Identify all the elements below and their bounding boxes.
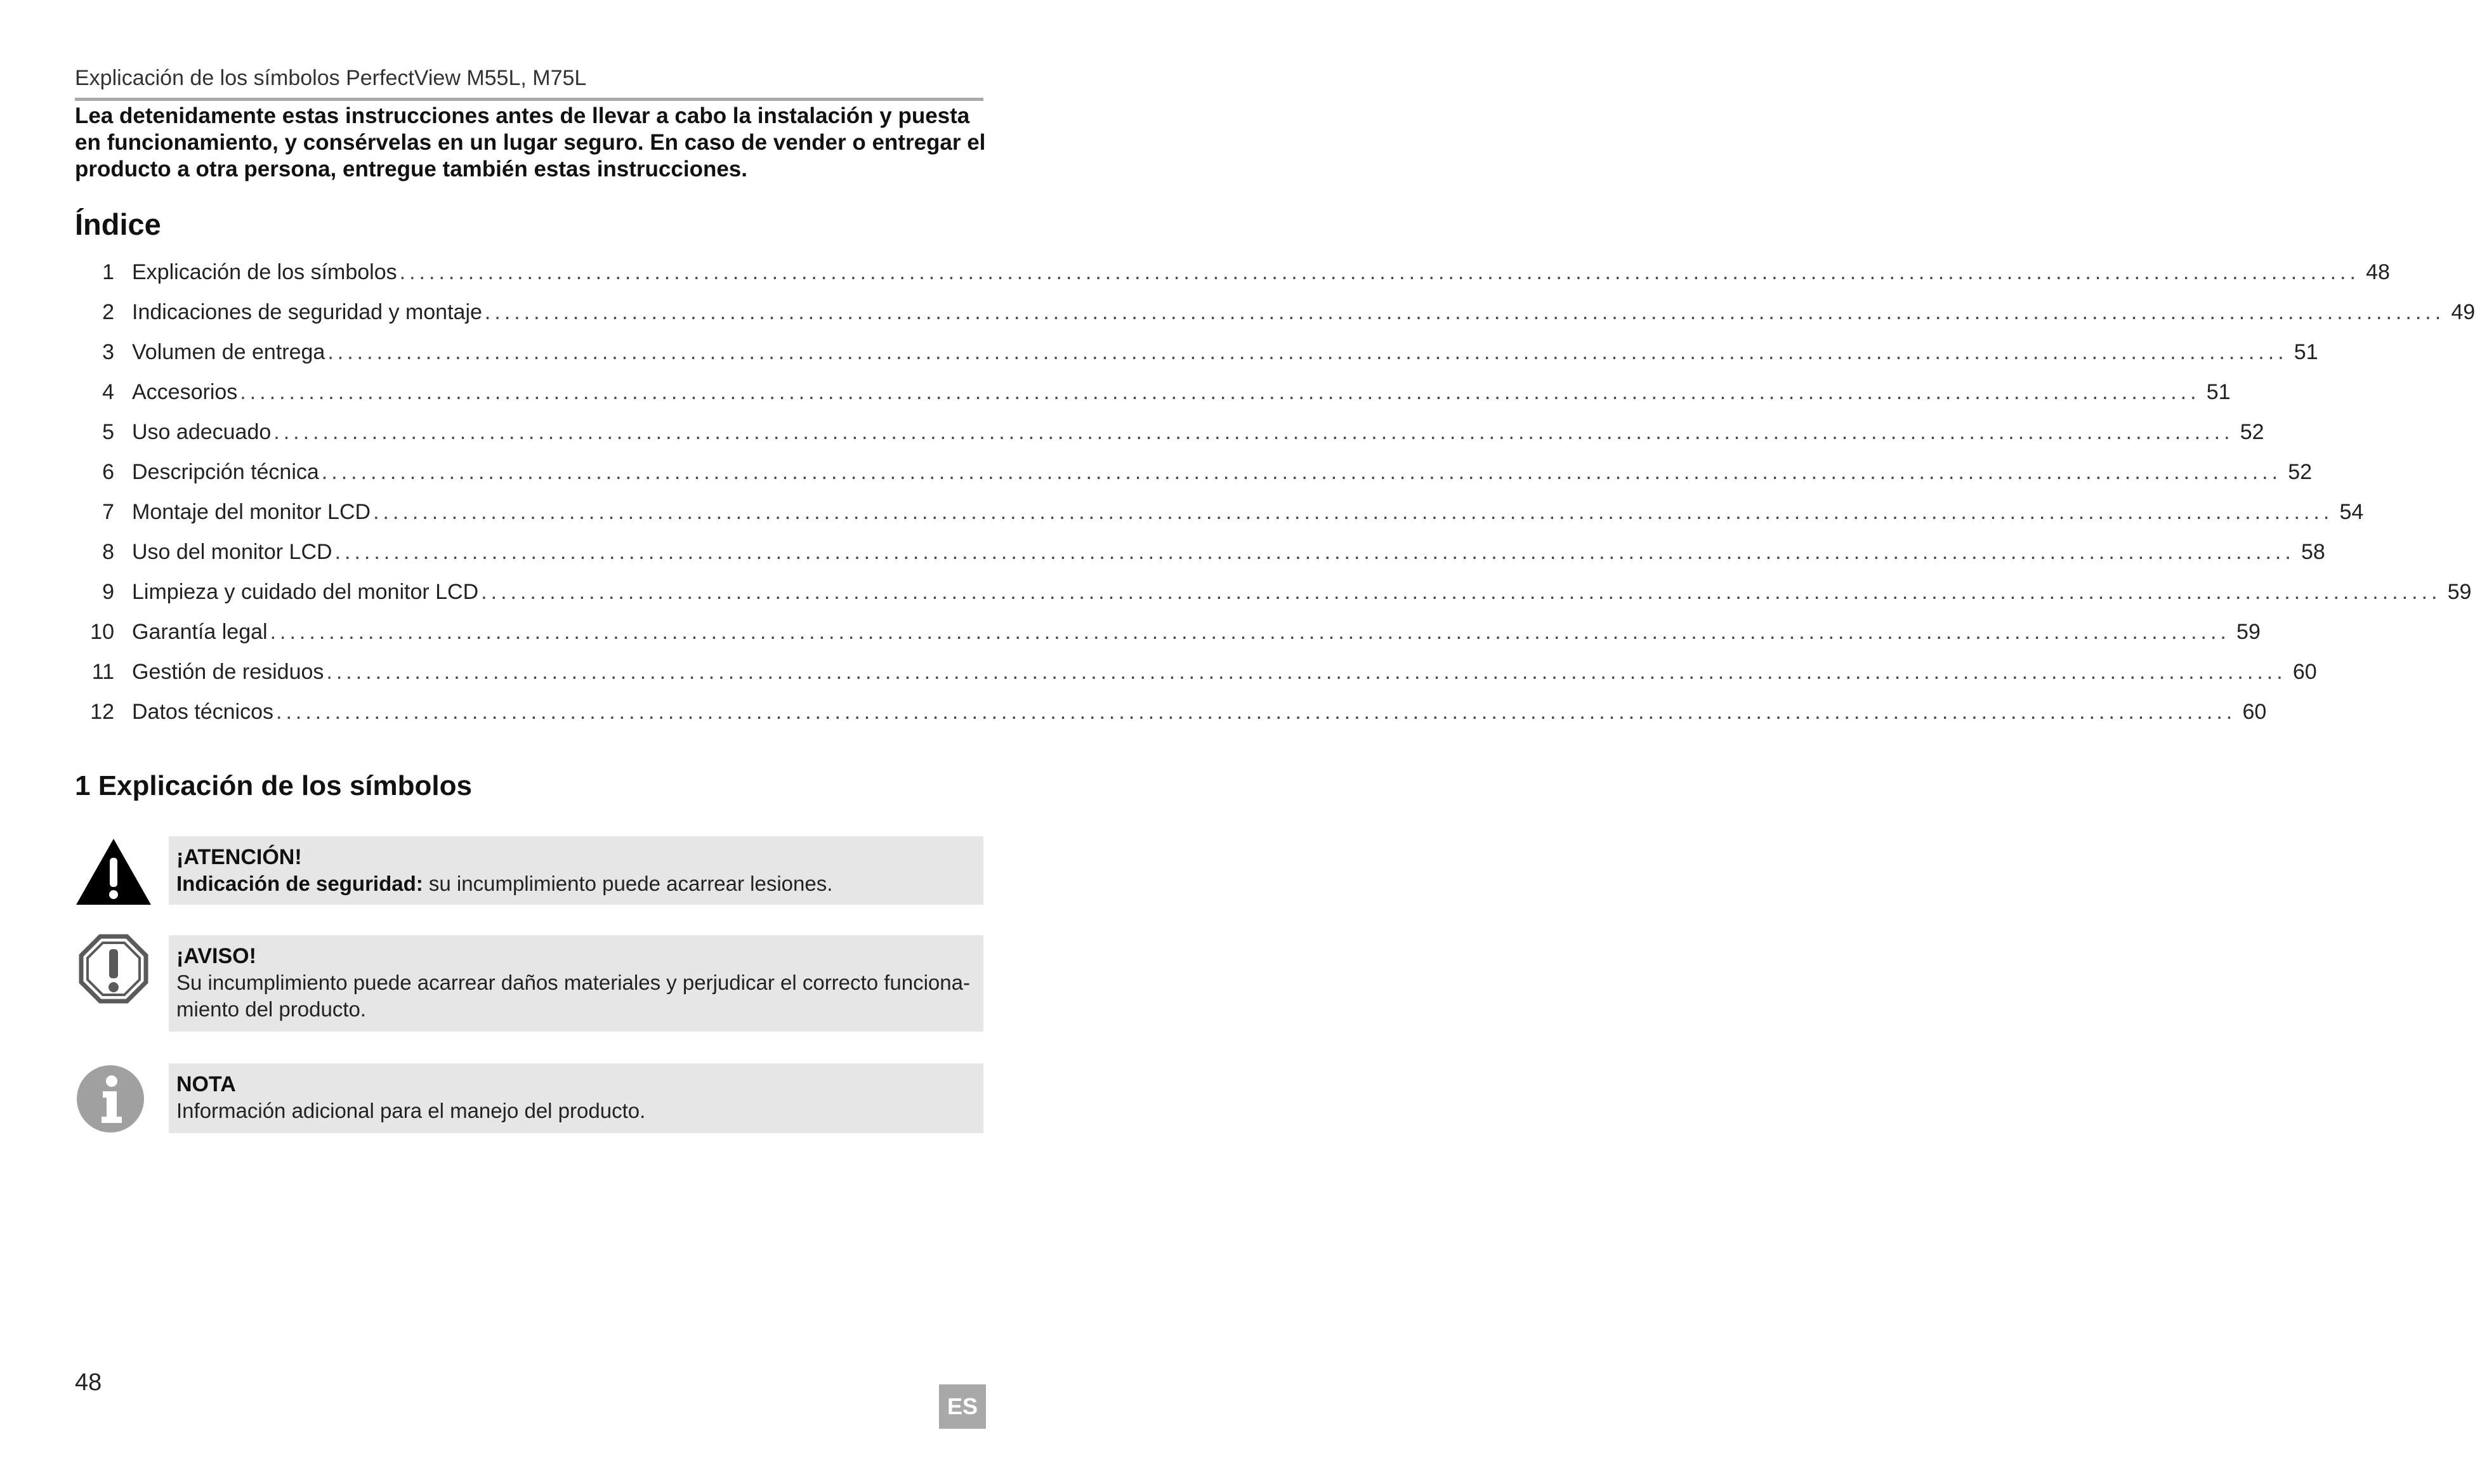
- toc-entry-title: Accesorios: [132, 380, 238, 404]
- toc-entry-number: 4: [102, 380, 114, 404]
- info-circle-icon: [75, 1063, 152, 1134]
- toc-entry[interactable]: [75, 532, 2325, 572]
- toc-entry[interactable]: [75, 612, 2261, 652]
- toc-entry-page: 60: [2292, 660, 2317, 684]
- toc-leader-dots: ........................................................................................................................................................................................................: [334, 540, 2295, 564]
- warning-triangle-icon: [75, 836, 152, 907]
- toc-leader-dots: ........................................................................................................................................................................................................: [327, 340, 2288, 364]
- attention-label: Indicación de seguridad:: [176, 872, 423, 895]
- nota-box: [169, 1063, 983, 1133]
- toc-leader-dots: ........................................................................................................................................................................................................: [373, 500, 2334, 524]
- toc-entry[interactable]: [75, 572, 2472, 612]
- toc-entry-page: 52: [2288, 460, 2313, 484]
- toc-entry-number: 12: [90, 700, 114, 724]
- nota-heading: NOTA: [176, 1072, 236, 1096]
- toc-entry[interactable]: [75, 412, 2264, 452]
- toc-entry[interactable]: [75, 253, 2390, 292]
- aviso-box: [169, 935, 983, 1032]
- toc-leader-dots: ........................................................................................................................................................................................................: [240, 380, 2200, 404]
- toc-entry[interactable]: [75, 492, 2364, 532]
- toc-entry-title: Indicaciones de seguridad y montaje: [132, 300, 482, 324]
- toc-leader-dots: ........................................................................................................................................................................................................: [270, 620, 2230, 644]
- aviso-heading: ¡AVISO!: [176, 944, 256, 968]
- toc-entry-page: 51: [2294, 340, 2318, 364]
- toc-title: Índice: [75, 207, 161, 241]
- toc-entry-number: 9: [102, 580, 114, 604]
- aviso-notice: [75, 935, 983, 1032]
- toc-entry-number: 3: [102, 340, 114, 364]
- toc-entry-number: 11: [91, 660, 114, 684]
- toc-entry[interactable]: [75, 372, 2231, 412]
- toc-entry-title: Garantía legal: [132, 620, 268, 644]
- toc-entry-title: Volumen de entrega: [132, 340, 325, 364]
- toc-entry-page: 48: [2366, 260, 2390, 284]
- toc-entry-number: 2: [102, 300, 114, 324]
- aviso-body: Su incumplimiento puede acarrear daños materiales y perjudicar el correcto funcionamiento del producto.: [176, 971, 970, 1021]
- attention-body: [176, 870, 976, 897]
- toc-entry-number: 8: [102, 540, 114, 564]
- intro-paragraph: Lea detenidamente estas instrucciones antes de llevar a cabo la instalación y puesta en funcionamiento, y consérvelas en un lugar seguro. En caso de vender o entregar el producto a otra persona, entregue también estas instrucciones.: [75, 103, 986, 181]
- toc-entry-page: 58: [2301, 540, 2325, 564]
- language-badge: ES: [939, 1384, 986, 1429]
- toc-leader-dots: ........................................................................................................................................................................................................: [326, 660, 2287, 684]
- toc-entry[interactable]: [75, 692, 2267, 732]
- toc-leader-dots: ........................................................................................................................................................................................................: [399, 260, 2360, 284]
- toc-entry-title: Explicación de los símbolos: [132, 260, 397, 284]
- toc-entry-title: Montaje del monitor LCD: [132, 500, 371, 524]
- toc-entry[interactable]: [75, 452, 2313, 492]
- octagon-exclamation-icon: [75, 934, 152, 1005]
- toc-entry-page: 49: [2451, 300, 2475, 324]
- attention-notice: [75, 836, 983, 905]
- toc-entry-number: 6: [102, 460, 114, 484]
- toc-entry-page: 54: [2339, 500, 2364, 524]
- toc-entry-title: Datos técnicos: [132, 700, 273, 724]
- toc-entry[interactable]: [75, 652, 2317, 692]
- toc-leader-dots: ........................................................................................................................................................................................................: [273, 420, 2234, 444]
- toc-entry-title: Gestión de residuos: [132, 660, 324, 684]
- toc-entry-title: Limpieza y cuidado del monitor LCD: [132, 580, 479, 604]
- toc-entry-number: 10: [90, 620, 114, 644]
- toc-leader-dots: ........................................................................................................................................................................................................: [481, 580, 2441, 604]
- toc-leader-dots: ........................................................................................................................................................................................................: [276, 700, 2236, 724]
- attention-text: su incumplimiento puede acarrear lesiones.: [423, 872, 833, 895]
- toc-entry[interactable]: [75, 292, 2475, 332]
- toc-entry-title: Uso adecuado: [132, 420, 272, 444]
- attention-heading: ¡ATENCIÓN!: [176, 845, 302, 869]
- toc-entry-page: 59: [2447, 580, 2472, 604]
- toc-entry-page: 51: [2206, 380, 2231, 404]
- section-title: 1 Explicación de los símbolos: [75, 770, 472, 801]
- toc-leader-dots: ........................................................................................................................................................................................................: [484, 300, 2445, 324]
- page-number: 48: [75, 1369, 102, 1396]
- toc-entry-number: 5: [102, 420, 114, 444]
- toc-entry-title: Descripción técnica: [132, 460, 319, 484]
- toc-entry-number: 1: [102, 260, 114, 284]
- nota-notice: [75, 1063, 983, 1134]
- toc-entry-page: 52: [2240, 420, 2264, 444]
- table-of-contents: [75, 253, 2475, 732]
- toc-entry-title: Uso del monitor LCD: [132, 540, 332, 564]
- header-rule: [75, 98, 983, 101]
- toc-entry[interactable]: [75, 332, 2318, 372]
- toc-entry-page: 59: [2236, 620, 2261, 644]
- running-header: Explicación de los símbolos PerfectView M55L, M75L: [75, 66, 587, 90]
- toc-entry-page: 60: [2242, 700, 2267, 724]
- toc-leader-dots: ........................................................................................................................................................................................................: [321, 460, 2282, 484]
- nota-body: Información adicional para el manejo del producto.: [176, 1099, 646, 1122]
- attention-box: [169, 836, 983, 905]
- toc-entry-number: 7: [102, 500, 114, 524]
